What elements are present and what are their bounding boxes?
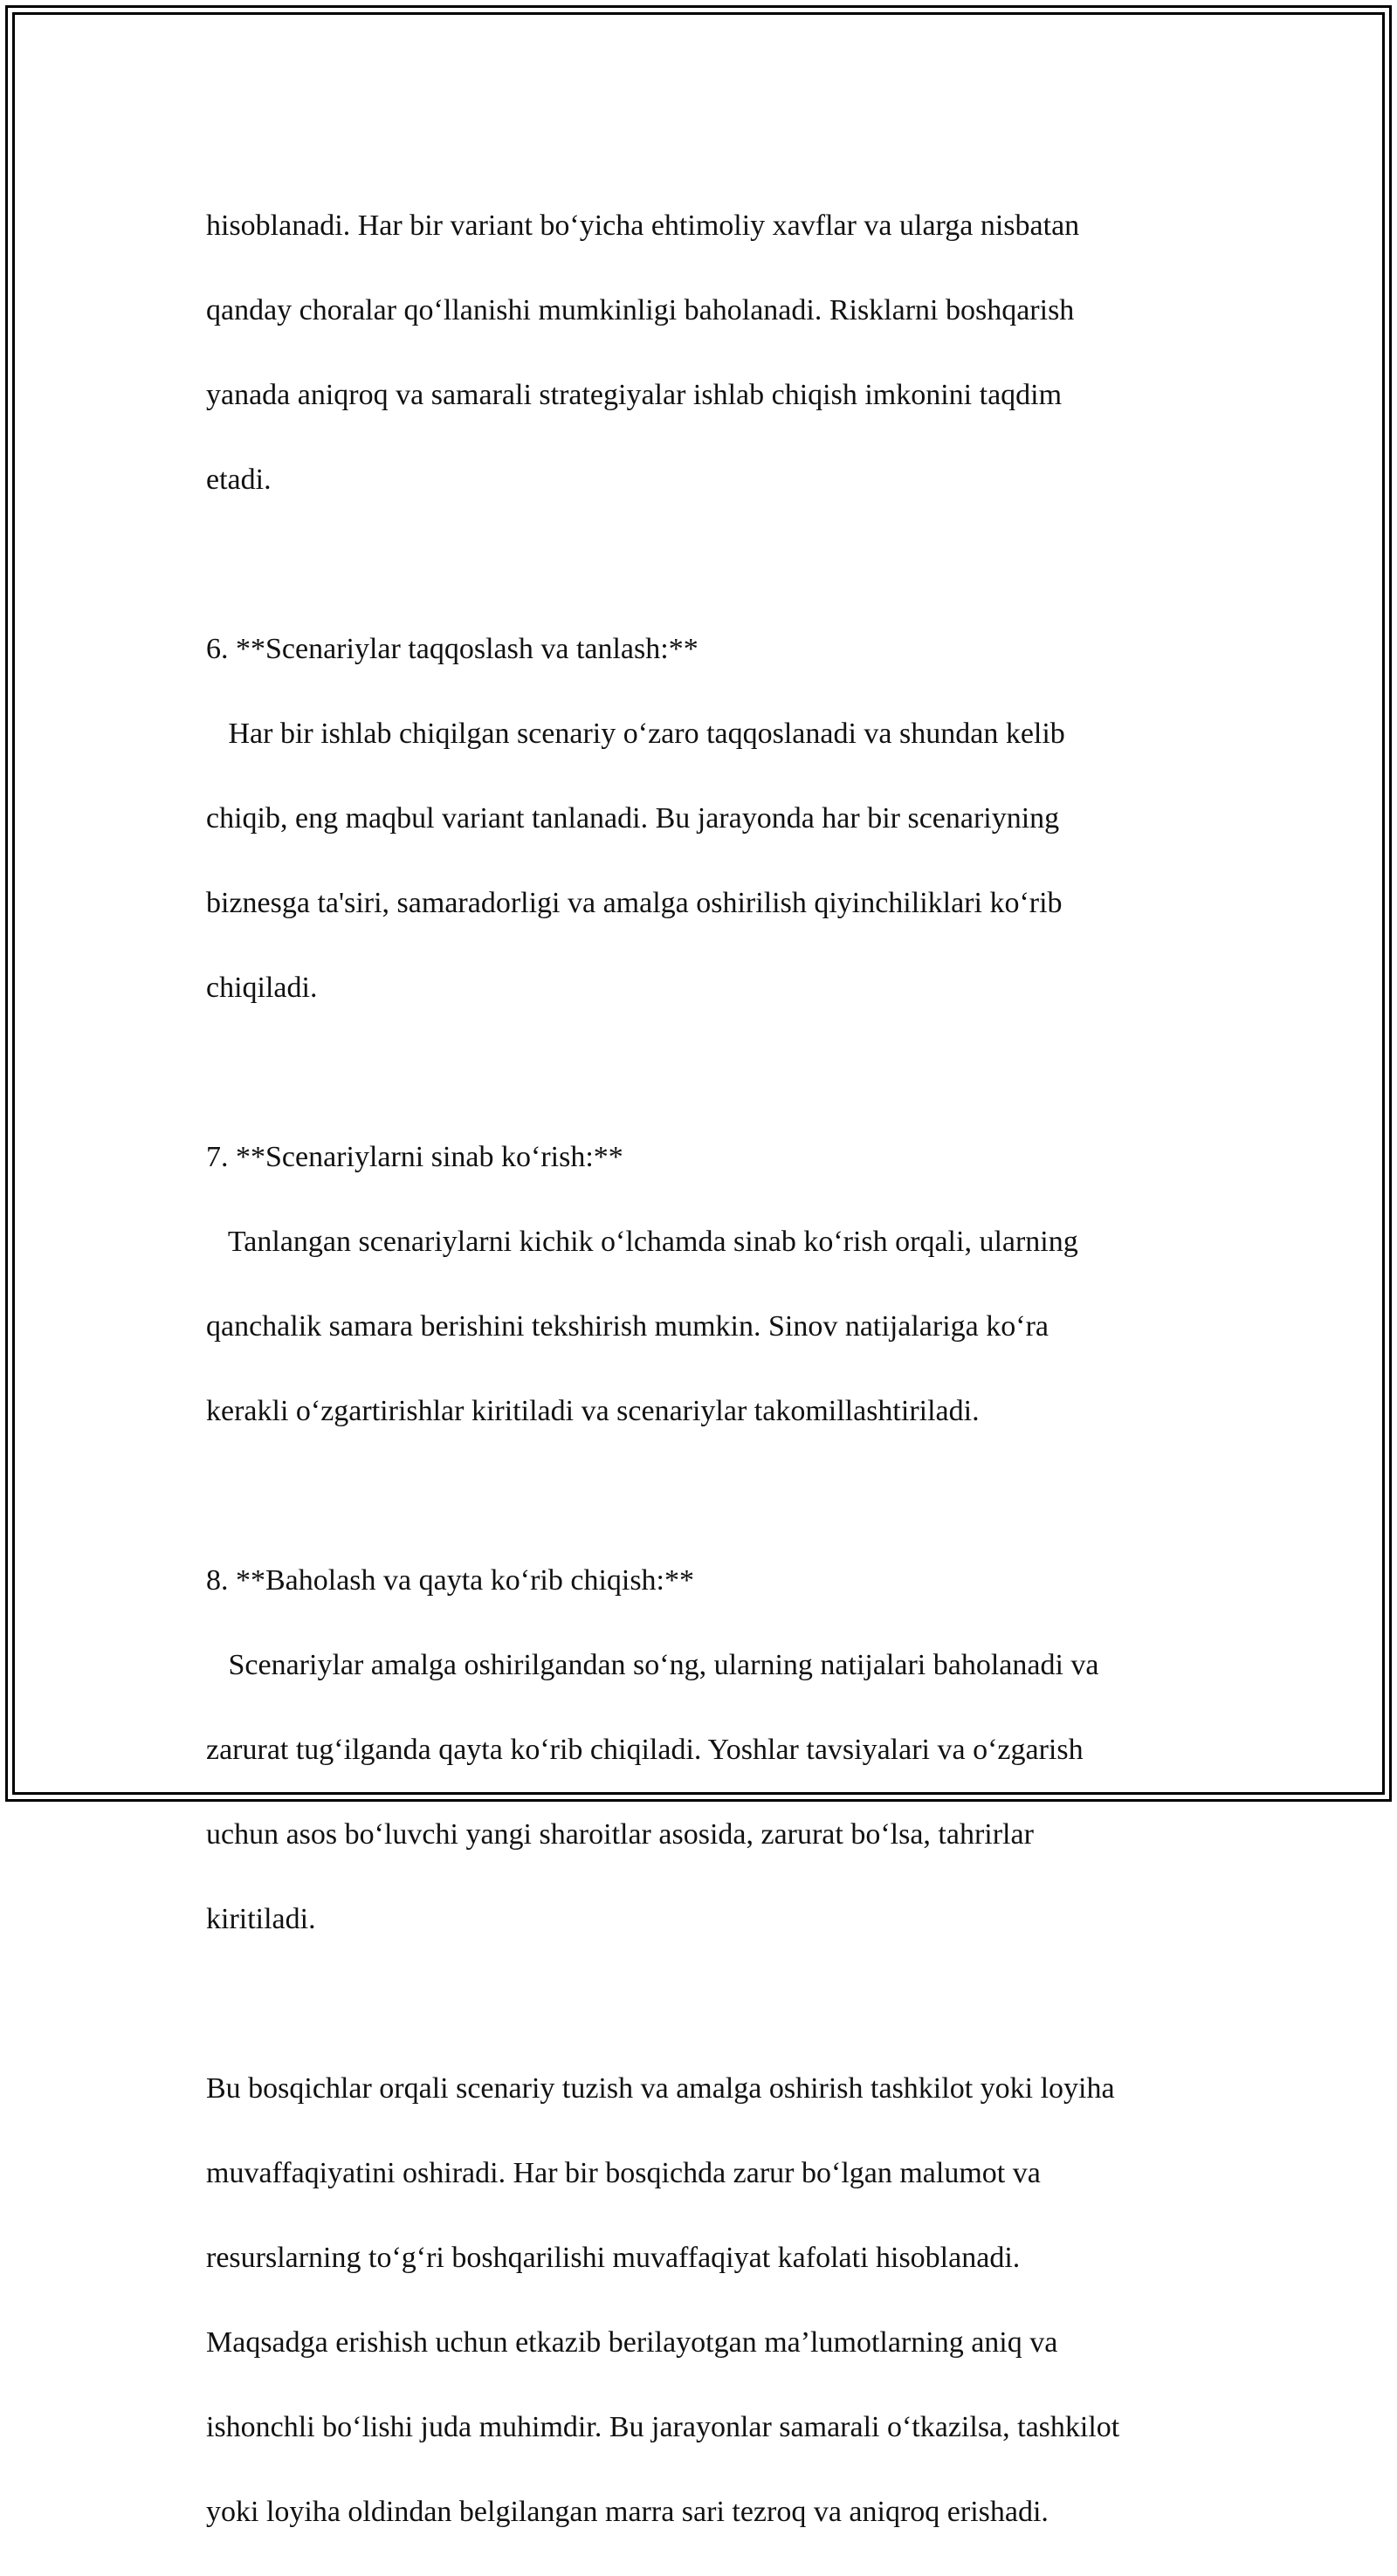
text-line: Scenariylar amalga oshirilgandan so‘ng, ularning natijalari baholanadi va <box>206 1648 1099 1681</box>
text-line: muvaffaqiyatini oshiradi. Har bir bosqichda zarur bo‘lgan malumot va <box>206 2156 1041 2189</box>
text-line: qanchalik samara berishini tekshirish mumkin. Sinov natijalariga ko‘ra <box>206 1309 1049 1343</box>
text-line: hisoblanadi. Har bir variant bo‘yicha ehtimoliy xavflar va ularga nisbatan <box>206 209 1080 242</box>
paragraph-gap <box>206 1052 1201 1095</box>
text-line: ishonchli bo‘lishi juda muhimdir. Bu jarayonlar samarali o‘tkazilsa, tashkilot <box>206 2410 1120 2443</box>
text-line: resurslarning to‘g‘ri boshqarilishi muvaffaqiyat kafolati hisoblanadi. <box>206 2241 1021 2274</box>
section-8 <box>206 1517 1201 1983</box>
text-line: uchun asos bo‘luvchi yangi sharoitlar asosida, zarurat bo‘lsa, tahrirlar <box>206 1817 1034 1851</box>
text-line: biznesga ta'siri, samaradorligi va amalga oshirilish qiyinchiliklari ko‘rib <box>206 886 1063 919</box>
text-line: Maqsadga erishish uchun etkazib berilayotgan ma’lumotlarning aniq va <box>206 2325 1058 2359</box>
text-line: yoki loyiha oldindan belgilangan marra sari tezroq va aniqroq erishadi. <box>206 2495 1049 2528</box>
text-line: kerakli o‘zgartirishlar kiritiladi va scenariylar takomillashtiriladi. <box>206 1394 980 1427</box>
paragraph-gap <box>206 1475 1201 1518</box>
intro-paragraph <box>206 162 1201 544</box>
conclusion-paragraph <box>206 2025 1201 2576</box>
text-line: Tanlangan scenariylarni kichik o‘lchamda sinab ko‘rish orqali, ularning <box>206 1225 1078 1258</box>
text-line: etadi. <box>206 463 272 496</box>
text-line: Har bir ishlab chiqilgan scenariy o‘zaro taqqoslanadi va shundan kelib <box>206 717 1065 750</box>
text-line: qanday choralar qo‘llanishi mumkinligi baholanadi. Risklarni boshqarish <box>206 293 1075 326</box>
text-line: yanada aniqroq va samarali strategiyalar ishlab chiqish imkonini taqdim <box>206 378 1063 411</box>
paragraph-gap <box>206 544 1201 587</box>
section-6 <box>206 586 1201 1052</box>
text-line: zarurat tug‘ilganda qayta ko‘rib chiqiladi. Yoshlar tavsiyalari va o‘zgarish <box>206 1733 1084 1766</box>
text-line: kiritiladi. <box>206 1902 316 1935</box>
section-heading: 8. **Baholash va qayta ko‘rib chiqish:** <box>206 1563 695 1597</box>
section-7 <box>206 1094 1201 1475</box>
text-line: chiqiladi. <box>206 971 318 1004</box>
section-heading: 6. **Scenariylar taqqoslash va tanlash:** <box>206 632 698 665</box>
section-heading: 7. **Scenariylarni sinab ko‘rish:** <box>206 1140 623 1173</box>
paragraph-gap <box>206 1983 1201 2026</box>
text-line: chiqib, eng maqbul variant tanlanadi. Bu jarayonda har bir scenariyning <box>206 801 1060 835</box>
text-line: Bu bosqichlar orqali scenariy tuzish va amalga oshirish tashkilot yoki loyiha <box>206 2071 1115 2105</box>
document-body <box>206 162 1201 2576</box>
